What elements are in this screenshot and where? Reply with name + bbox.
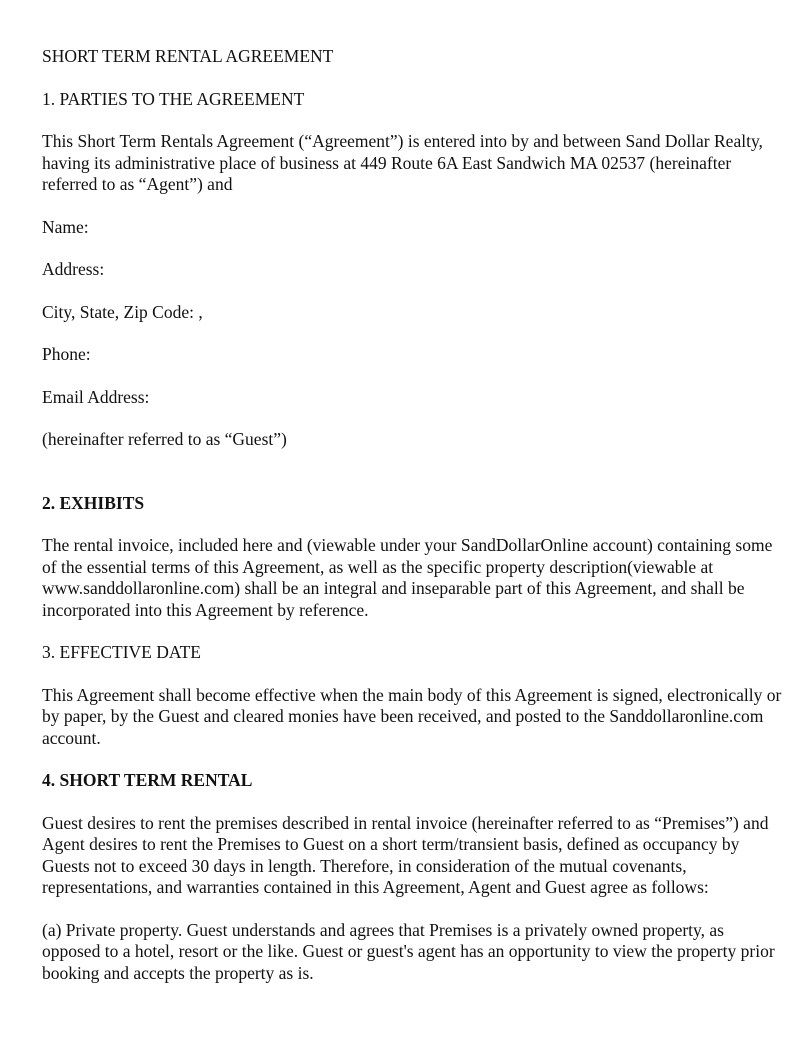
section-4-body: Guest desires to rent the premises described in rental invoice (hereinafter referred to as “Premises”) and Agent desires to rent the Premises to Guest on a short term/transient basis, defined as occupancy by Guests not to exceed 30 days in length. Therefore, in consideration of the mutual covenants, representations, and warranties contained in this Agreement, Agent and Guest agree as follows:	[42, 812, 769, 897]
section-3-heading: 3. EFFECTIVE DATE	[42, 642, 201, 662]
name-field-label: Name:	[42, 216, 89, 237]
city-state-zip-field-label: City, State, Zip Code: ,	[42, 301, 203, 322]
section-2-heading: 2. EXHIBITS	[42, 492, 145, 513]
section-4-heading: 4. SHORT TERM RENTAL	[42, 770, 253, 790]
section-3-body: This Agreement shall become effective when the main body of this Agreement is signed, electronically or by paper, by the Guest and cleared monies have been received, and posted to the Sanddollaronline.com account.	[42, 684, 782, 748]
section-2-body: The rental invoice, included here and (viewable under your SandDollarOnline account) containing some of the essential terms of this Agreement, as well as the specific property description(viewable at www.sanddollaronline.com) shall be an integral and inseparable part of this Agreement, and shall be incorporated into this Agreement by reference.	[42, 535, 773, 620]
section-1-heading: 1. PARTIES TO THE AGREEMENT	[42, 88, 305, 109]
document-title: SHORT TERM RENTAL AGREEMENT	[42, 46, 334, 66]
document-page	[42, 46, 782, 1005]
section-1-intro: This Short Term Rentals Agreement (“Agreement”) is entered into by and between Sand Dollar Realty, having its administrative place of business at 449 Route 6A East Sandwich MA 02537 (hereinafter referred to as “Agent”) and	[42, 131, 763, 194]
phone-field-label: Phone:	[42, 344, 91, 364]
section-4-clause-a: (a) Private property. Guest understands and agrees that Premises is a privately owned property, as opposed to a hotel, resort or the like. Guest or guest's agent has an opportunity to view the property prior booking and accepts the property as is.	[42, 919, 775, 983]
email-field-label: Email Address:	[42, 386, 150, 407]
address-field-label: Address:	[42, 259, 105, 279]
guest-reference: (hereinafter referred to as “Guest”)	[42, 429, 287, 449]
